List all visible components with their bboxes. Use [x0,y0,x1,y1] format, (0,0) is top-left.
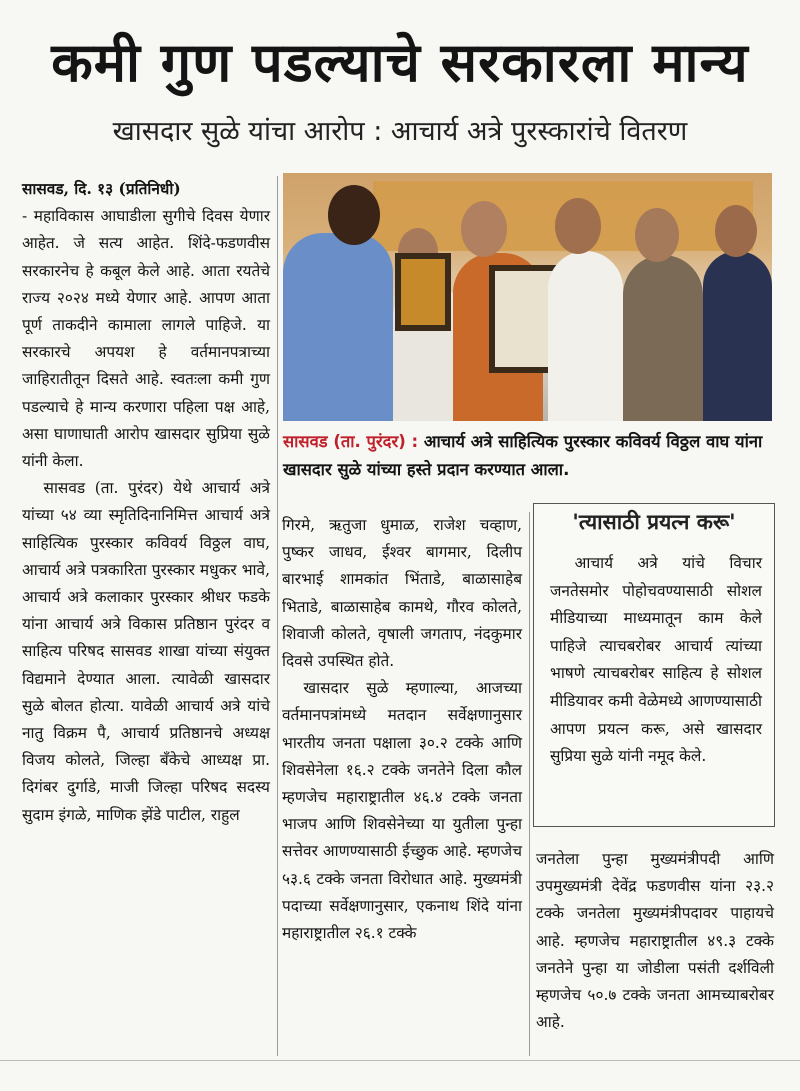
sidebar-title: 'त्यासाठी प्रयत्न करू' [572,509,736,534]
dateline: सासवड, दि. १३ (प्रतिनिधी) [22,180,181,198]
paragraph: - महाविकास आघाडीला सुगीचे दिवस येणार आहेत. जे सत्य आहेत. शिंदे-फडणवीस सरकारनेच हे कबूल केले आहे. आता रयतेचे राज्य २०२४ मध्ये येणार आहे. आपण आता पूर्ण ताकदीने कामाला लागले पाहिजे. या सरकारचे अपयश हे वर्तमानपत्राच्या जाहिरातीतून दिसते आहे. स्वतःला कमी गुण पडल्याचे हे मान्य करणारा पहिला पक्ष आहे, असा घाणाघाती आरोप खासदार सुप्रिया सुळे यांनी केला. [22,207,270,471]
paragraph: खासदार सुळे म्हणाल्या, आजच्या वर्तमानपत्रांमध्ये मतदान सर्वेक्षणानुसार भारतीय जनता पक्षाला ३०.२ टक्के आणि शिवसेनेला १६.२ टक्के जनतेने दिला कौल म्हणजेच महाराष्ट्रातील ४६.४ टक्के जनता भाजप आणि शिवसेनेच्या या युतीला पुन्हा सत्तेवर आणण्यासाठी ईच्छुक आहे. म्हणजेच ५३.६ टक्के जनता विरोधात आहे. मुख्यमंत्री पदाच्या सर्वेक्षणानुसार, एकनाथ शिंदे यांना महाराष्ट्रातील २६.१ टक्के [282,679,522,943]
caption-text: आचार्य अत्रे साहित्यिक पुरस्कार कविवर्य विठ्ठल वाघ यांना खासदार सुळे यांच्या हस्ते प्रदान करण्यात आला. [283,432,763,479]
paragraph: सासवड (ता. पुरंदर) येथे आचार्य अत्रे यांच्या ५४ व्या स्मृतिदिनानिमित्त आचार्य अत्रे साहित्यिक पुरस्कार कविवर्य विठ्ठल वाघ, आचार्य अत्रे पत्रकारिता पुरस्कार मधुकर भावे, आचार्य अत्रे कलाकार पुरस्कार श्रीधर फडके यांना आचार्य अत्रे विकास प्रतिष्ठान पुरंदर व साहित्य परिषद सासवड शाखा यांच्या संयुक्त विद्यमाने देण्यात आला. त्यावेळी खासदार सुळे बोलत होत्या. यावेळी आचार्य अत्रे यांचे नातु विक्रम पै, आचार्य प्रतिष्ठानचे अध्यक्ष विजय कोलते, जिल्हा बँकेचे आध्यक्ष प्रा. दिगंबर दुर्गाडे, माजी जिल्हा परिषद सदस्य सुदाम इंगळे, माणिक झेंडे पाटील, राहुल [22,479,270,824]
caption-place: सासवड (ता. पुरंदर) : [283,432,419,451]
article-column-2 [282,512,522,947]
headline: कमी गुण पडल्याचे सरकारला मान्य [51,31,749,94]
article-column-1 [22,176,270,829]
paragraph: जनतेला पुन्हा मुख्यमंत्रीपदी आणि उपमुख्यमंत्री देवेंद्र फडणवीस यांना २३.२ टक्के जनतेला मुख्यमंत्रीपदावर पाहायचे आहे. म्हणजेच महाराष्ट्रातील ४९.३ टक्के जनतेने पुन्हा या जोडीला पसंती दर्शविली म्हणजेच ५०.७ टक्के जनता आमच्याबरोबर आहे. [536,850,774,1032]
sidebar-box [533,503,775,827]
column-divider [529,512,530,1056]
subheadline: खासदार सुळे यांचा आरोप : आचार्य अत्रे पुरस्कारांचे वितरण [112,116,688,147]
paragraph: गिरमे, ऋतुजा धुमाळ, राजेश चव्हाण, पुष्कर जाधव, ईश्वर बागमार, दिलीप बारभाई शामकांत भिंताडे, बाळासाहेब भिताडे, बाळासाहेब कामथे, गौरव कोलते, शिवाजी कोलते, वृषाली जगताप, नंदकुमार दिवसे उपस्थित होते. [282,516,522,671]
sidebar-body: आचार्य अत्रे यांचे विचार जनतेसमोर पोहोचवण्यासाठी सोशल मीडियाच्या माध्यमातून काम केले पाहिजे त्याचबरोबर आचार्य त्यांच्या भाषणे त्याचबरोबर साहित्य हे सोशल मीडियावर कमी वेळेमध्ये आणण्यासाठी आपण प्रयत्न करू, असे खासदार सुप्रिया सुळे यांनी नमूद केले. [550,554,762,766]
page-bottom-rule [0,1060,800,1061]
column-divider [277,176,278,1056]
photo-caption [283,428,775,484]
article-column-3 [536,846,774,1036]
news-photo [283,173,772,421]
